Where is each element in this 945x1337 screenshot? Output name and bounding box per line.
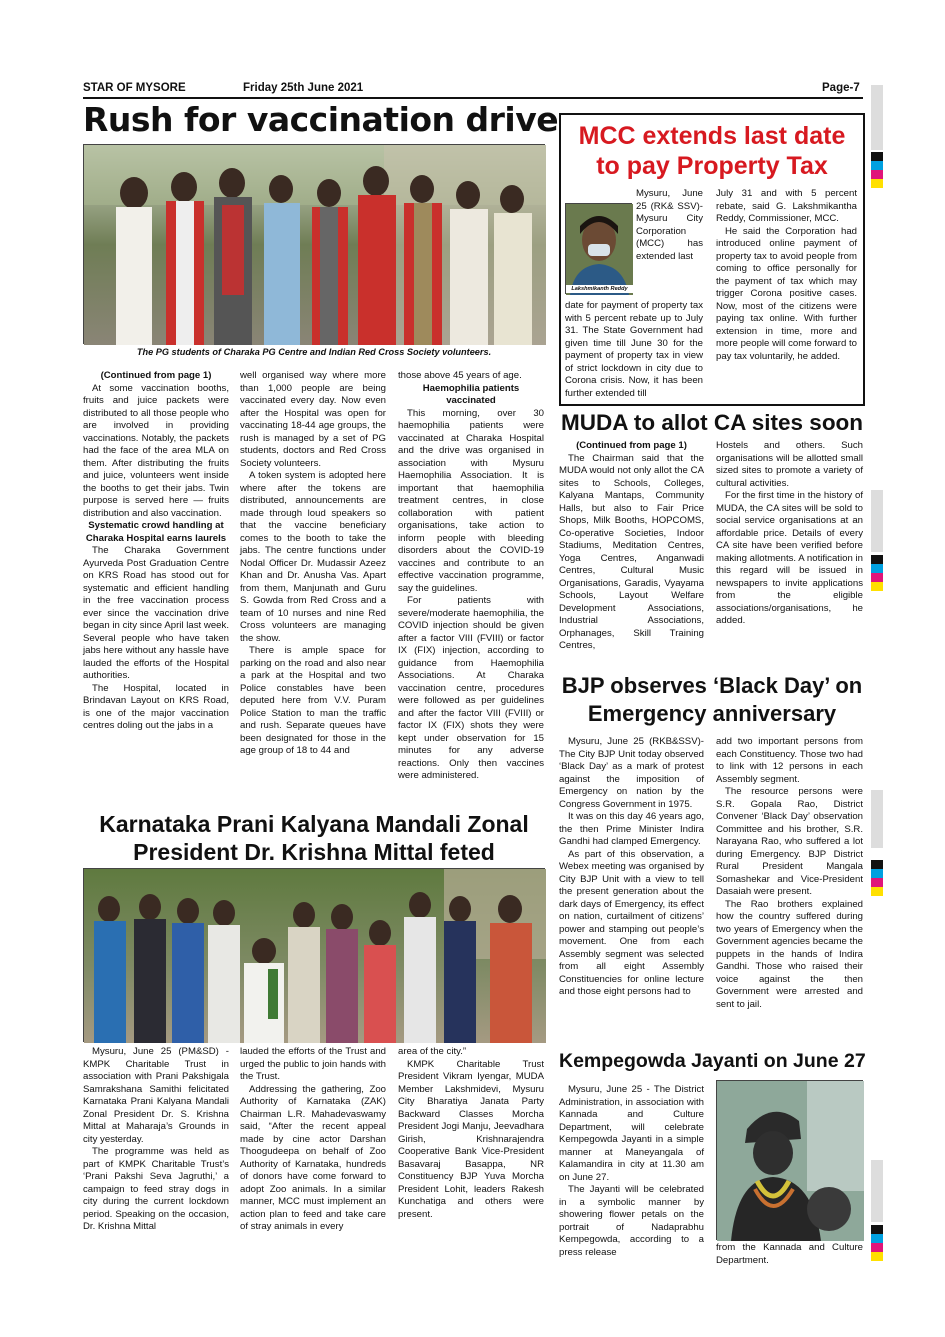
yellow-swatch bbox=[871, 179, 883, 188]
color-registration-mark bbox=[871, 860, 883, 896]
paragraph: There is ample space for parking on the road and also near a park at the Hospital and two Police constables have been deputed here from V.V. Puram Police Station to man the traffic and rush. Separate queues have been designated for those in the age group of 18 to 44 and bbox=[240, 645, 386, 756]
margin-bar bbox=[871, 85, 883, 150]
kmpk-column-2 bbox=[240, 1046, 386, 1271]
paragraph: add two important persons from each Constituency. Those two had to link with 12 persons in each Assembly segment. bbox=[716, 736, 863, 785]
vaccination-column-3 bbox=[398, 370, 544, 781]
paragraph: from the Kannada and Culture Department. bbox=[716, 1242, 863, 1266]
vaccination-photo bbox=[83, 144, 545, 344]
magenta-swatch bbox=[871, 573, 883, 582]
kmpk-headline-line-2: President Dr. Krishna Mittal feted bbox=[133, 839, 495, 865]
paragraph: Mysuru, June 25 (RK& SSV)- Mysuru City Corporation (MCC) has extended last bbox=[636, 188, 703, 262]
page-number: Page-7 bbox=[822, 82, 860, 94]
kmpk-photo-image bbox=[84, 869, 546, 1043]
subhead: Haemophilia patients vaccinated bbox=[422, 382, 520, 406]
continued-note: (Continued from page 1) bbox=[576, 440, 687, 451]
paragraph-continued: date for payment of property tax with 5 percent rebate up to July 31. The State Government had given time till June 30 for the payment of property tax in view of strict lockdown in city due to Corona crisis. Now, it has been further extended till bbox=[565, 300, 703, 399]
paragraph: A token system is adopted here where after the tokens are distributed, announcements are made through loud speakers so that the vaccine beneficiary comes to the booth to take the jabs. The centre functions under Nodal Officer Dr. Mudassir Azeez Khan and Dr. Anusha Vas. Apart from them, Manjunath and Guru S. Gowda from Red Cross and a team of 10 nurses and nine Red Cross volunteers are managing the show. bbox=[240, 470, 386, 644]
color-registration-mark bbox=[871, 555, 883, 591]
subhead: Systematic crowd handling at Charaka Hospital earns laurels bbox=[85, 520, 227, 544]
paragraph: July 31 and with 5 percent rebate, said G. Lakshmikantha Reddy, Commissioner, MCC. bbox=[716, 188, 857, 224]
black-swatch bbox=[871, 1225, 883, 1234]
paragraph: Mysuru, June 25 (RKB&SSV)- The City BJP Unit today observed ‘Black Day’ as a mark of protest against the imposition of Emergency on nation by the Congress Government in 1975. bbox=[559, 736, 704, 810]
bjp-column-1 bbox=[559, 736, 704, 1046]
vaccination-column-1 bbox=[83, 370, 229, 770]
paragraph: The resource persons were S.R. Gopala Rao, District Convener ‘Black Day’ observation Committee and his brother, S.R. Narayana Rao, who suffered a lot during Emergency. BJP District Rural President Mangala Somashekar and Vice-President Dasaiah were present. bbox=[716, 786, 863, 897]
bjp-headline-line-1: BJP observes ‘Black Day’ on bbox=[561, 673, 863, 698]
paragraph: area of the city.” bbox=[398, 1046, 467, 1057]
paragraph: Mysuru, June 25 - The District Administration, in association with Kannada and Culture Department, will celebrate Kempegowda Jayanti in a simple manner at Maneyangala of Kalamandira in city at 11.30 am on June 27. bbox=[559, 1084, 704, 1183]
continued-note: (Continued from page 1) bbox=[100, 370, 212, 381]
margin-bar bbox=[871, 1160, 883, 1222]
muda-column-1 bbox=[559, 440, 704, 668]
kempegowda-column-1 bbox=[559, 1084, 704, 1269]
paragraph: The Chairman said that the MUDA would not only allot the CA sites to Schools, Colleges, Kalyana Mantaps, Community Halls, but also to Fair Price Shops, Milk Booths, HOPCOMS, Co-operative Societies, Indoor Stadiums, Meditation Centres, Yoga Centres, Anganwadi Centres, Cultural Music Organisations, Garadis, Vyayama Schools, Layout Welfare Development Associations, Industrial Associations, Orphanages, Skill Training Centres, bbox=[559, 452, 704, 651]
mcc-column-1-wrap-top bbox=[636, 188, 703, 274]
vaccination-headline: Rush for vaccination drive bbox=[83, 100, 559, 139]
paper-name: STAR OF MYSORE bbox=[83, 82, 186, 94]
margin-bar bbox=[871, 790, 883, 848]
bjp-column-2 bbox=[716, 736, 863, 1046]
vaccination-column-2 bbox=[240, 370, 386, 770]
paragraph: As part of this observation, a Webex meeting was organised by City BJP Unit with a view to tell the present generation about the dark days of Emergency, its effect on nation, curtailment of citizens’ power and stamping out people’s movement. One from each Assembly segment was selected from all eight Assembly Constituencies for online lecture and those eight persons had to bbox=[559, 848, 704, 997]
portrait-image bbox=[566, 204, 633, 295]
kempegowda-column-2 bbox=[716, 1242, 863, 1272]
bjp-headline-line-2: Emergency anniversary bbox=[587, 701, 837, 726]
mcc-column-1-overflow bbox=[565, 300, 703, 400]
paragraph: The Rao brothers explained how the country suffered during two years of Emergency when the Government agencies became the puppets in the hands of Indira Gandhi. Those who raised their voice against the then Government were arrested and sent to jail. bbox=[716, 898, 863, 1010]
yellow-swatch bbox=[871, 1252, 883, 1261]
paragraph: KMPK Charitable Trust President Vikram Iyengar, MUDA Member Lakshmidevi, Mysuru City Bharatiya Janata Party Backward Classes Morcha President Jogi Manju, Jeevadhara Girish, Krishnarajendra Cooperative Bank Vice-President Basavaraj Basappa, NR Constituency BJP Yuva Morcha President Lohit, leaders Rakesh Kunchatiga and others were present. bbox=[398, 1058, 544, 1220]
paragraph: lauded the efforts of the Trust and urged the public to join hands with the Trust. bbox=[240, 1046, 386, 1082]
mcc-headline-line-1: MCC extends last date bbox=[578, 122, 846, 150]
magenta-swatch bbox=[871, 170, 883, 179]
vaccination-photo-image bbox=[84, 145, 546, 345]
color-registration-mark bbox=[871, 152, 883, 188]
paragraph: At some vaccination booths, fruits and juice packets were distributed to all those people who are involved in providing vaccinations. Notably, the packets had the face of the area MLA on them. After distributing the fruits and juice, volunteers went inside the booths to get their jabs. Twin purpose is served here — fruits distribution and also vaccination. bbox=[83, 382, 229, 519]
paragraph: Mysuru, June 25 (PM&SD) - KMPK Charitable Trust in association with Prani Pakshigala Samrakshana Samithi felicitated Karnataka Prani Kalyana Mandali Zonal President Dr. S. Krishna Mittal at Maharaja’s Grounds in city yesterday. bbox=[83, 1046, 229, 1145]
color-registration-mark bbox=[871, 1225, 883, 1261]
mcc-column-2 bbox=[716, 188, 857, 400]
paragraph: well organised way where more than 1,000 people are being vaccinated every day. Now even after the Hospital was open for vaccinating 18-44 age groups, the rush is managed by a set of PG students, doctors and Red Cross Society volunteers. bbox=[240, 370, 386, 469]
kmpk-group-photo bbox=[83, 868, 545, 1042]
muda-column-2 bbox=[716, 440, 863, 668]
yellow-swatch bbox=[871, 887, 883, 896]
muda-headline: MUDA to allot CA sites soon bbox=[560, 410, 864, 435]
magenta-swatch bbox=[871, 1243, 883, 1252]
paragraph: Addressing the gathering, Zoo Authority of Karnataka (ZAK) Chairman L.R. Mahadevaswamy said, “After the recent appeal made by cine actor Darshan Thoogudeepa on behalf of Zoo Authority of Karnataka, hundreds of donors have come forward to adopt Zoo animals. In a similar manner, MCC must implement an action plan to feed and take care of stray animals in every bbox=[240, 1083, 386, 1232]
lakshmikanth-reddy-photo bbox=[565, 203, 632, 294]
paragraph: He said the Corporation had introduced online payment of property tax to avoid people from coming to office personally for the payment of tax which may trigger Corona positive cases. Now, most of the citizens were paying tax online. With further extension in time, more and more people will come forward to pay tax voluntarily, he added. bbox=[716, 225, 857, 362]
cyan-swatch bbox=[871, 1234, 883, 1243]
paragraph: Hostels and others. Such organisations will be allotted small sized sites to promote a variety of cultural activities. bbox=[716, 440, 863, 489]
paragraph: For patients with severe/moderate haemophilia, the COVID injection should be given after a factor VIII (FVIII) or factor IX (FIX) injection, according to guidance from Haemophilia Associations. At Charaka vaccination centre, procedures were followed as per guidelines and after the factor VIII (FVIII) or factor IX (FIX) shots they were kept under observation for 15 minutes for any adverse reactions. Only then vaccines were administered. bbox=[398, 595, 544, 781]
black-swatch bbox=[871, 555, 883, 564]
yellow-swatch bbox=[871, 582, 883, 591]
statue-image bbox=[717, 1081, 864, 1241]
mcc-headline-line-2: to pay Property Tax bbox=[596, 152, 828, 180]
portrait-caption: Lakshmikanth Reddy bbox=[566, 285, 633, 293]
black-swatch bbox=[871, 152, 883, 161]
kmpk-headline-line-1: Karnataka Prani Kalyana Mandali Zonal bbox=[99, 811, 529, 837]
magenta-swatch bbox=[871, 878, 883, 887]
vaccination-photo-caption: The PG students of Charaka PG Centre and Indian Red Cross Society volunteers. bbox=[136, 347, 492, 357]
paragraph: The Hospital, located in Brindavan Layout on KRS Road, is one of the major vaccination centres doling out the jabs in a bbox=[83, 682, 229, 731]
paragraph: The programme was held as part of KMPK Charitable Trust’s ‘Prani Pakshi Seva Jagruthi,’ a campaign to feed stray dogs in city during the current lockdown period. Speaking on the occasion, Dr. Krishna Mittal bbox=[83, 1146, 229, 1232]
paragraph: It was on this day 46 years ago, the then Prime Minister Indira Gandhi had clamped Emergency. bbox=[559, 811, 704, 847]
paragraph: those above 45 years of age. bbox=[398, 370, 522, 381]
kmpk-column-3 bbox=[398, 1046, 544, 1271]
paragraph: For the first time in the history of MUDA, the CA sites will be sold to social service organisations at an affordable price. Details of every CA site have been verified before making allotments. A notification in this regard will be issued in newspapers to invite applications from the eligible associations/organisations, he added. bbox=[716, 490, 863, 626]
kempegowda-statue-photo bbox=[716, 1080, 863, 1240]
kempegowda-headline: Kempegowda Jayanti on June 27 bbox=[559, 1050, 866, 1072]
black-swatch bbox=[871, 860, 883, 869]
paragraph: The Jayanti will be celebrated in a symbolic manner by showering flower petals on the portrait of Nadaprabhu Kempegowda, according to a press release bbox=[559, 1184, 704, 1258]
cyan-swatch bbox=[871, 564, 883, 573]
cyan-swatch bbox=[871, 161, 883, 170]
paragraph: The Charaka Government Ayurveda Post Graduation Centre on KRS Road has stood out for systematic and efficient handling in the free vaccination process ever since the vaccination drive began in city since April last week. Several people who have taken jabs here without any hassle have lauded the efforts of the Hospital authorities. bbox=[83, 545, 229, 681]
cyan-swatch bbox=[871, 869, 883, 878]
issue-date: Friday 25th June 2021 bbox=[243, 82, 364, 94]
header-rule bbox=[83, 97, 863, 99]
paragraph: This morning, over 30 haemophilia patients were vaccinated at Charaka Hospital and the drive was organised in association with Mysuru Haemophilia Association. It is important that haemophilia treatment centres, in close collaboration with patient organisations, take action to inform people with bleeding disorders about the COVID-19 vaccines and contribute to an effective vaccination programme, say the guidelines. bbox=[398, 407, 544, 594]
kmpk-column-1 bbox=[83, 1046, 229, 1271]
margin-bar bbox=[871, 490, 883, 552]
